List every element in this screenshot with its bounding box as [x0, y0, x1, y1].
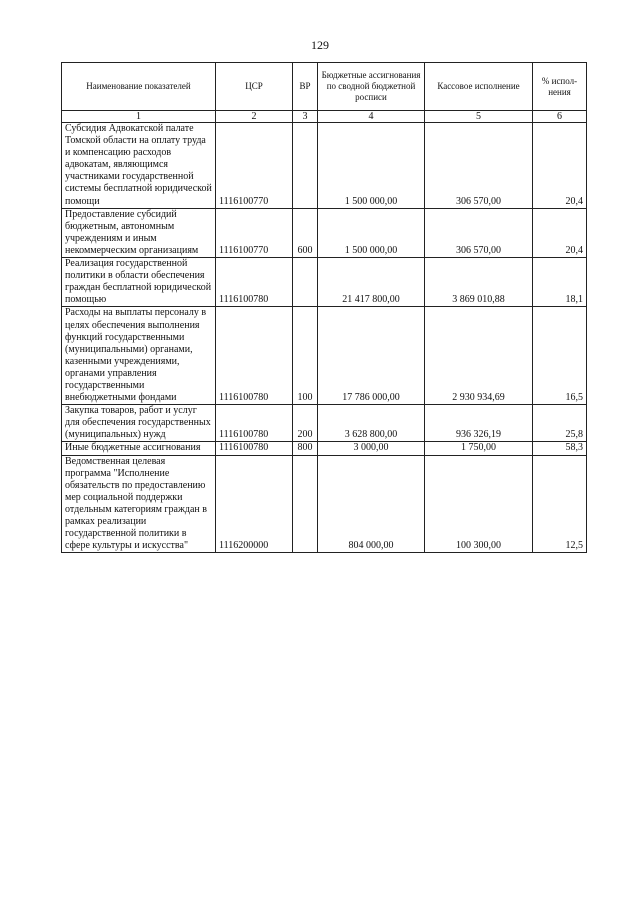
column-numbers-row: [62, 111, 587, 123]
row-csr: 1116200000: [216, 455, 293, 553]
row-vr: [293, 455, 318, 553]
row-percent: 58,3: [533, 442, 587, 455]
budget-execution-table: [61, 62, 587, 553]
row-name: Иные бюджетные ассигнования: [62, 442, 216, 455]
header-vr: ВР: [293, 63, 318, 111]
row-name: Расходы на выплаты персоналу в целях обеспечения выполнения функций государственными (муниципальными) органами, казенными учреждениями, органами управления государственными внебюджетными фондами: [62, 307, 216, 405]
row-percent: 20,4: [533, 208, 587, 257]
table-row: [62, 208, 587, 257]
row-vr: [293, 123, 318, 209]
table-row: [62, 258, 587, 307]
header-percent: % испол-нения: [533, 63, 587, 111]
row-percent: 16,5: [533, 307, 587, 405]
row-vr: 100: [293, 307, 318, 405]
table-row: [62, 123, 587, 209]
row-budget: 21 417 800,00: [318, 258, 425, 307]
row-percent: 12,5: [533, 455, 587, 553]
table-row: [62, 307, 587, 405]
page-number: 129: [311, 38, 329, 52]
row-csr: 1116100770: [216, 208, 293, 257]
column-number: 3: [293, 111, 318, 123]
table-header-row: [62, 63, 587, 111]
row-budget: 17 786 000,00: [318, 307, 425, 405]
table-row: [62, 405, 587, 442]
row-name: Ведомственная целевая программа "Исполнение обязательств по предоставлению мер социальной поддержки отдельным категориям граждан в рамках реализации государственной политики в сфере культуры и искусства": [62, 455, 216, 553]
header-name: Наименование показателей: [62, 63, 216, 111]
row-name: Субсидия Адвокатской палате Томской области на оплату труда и компенсацию расходов адвокатам, являющимся участниками государственной системы бесплатной юридической помощи: [62, 123, 216, 209]
column-number: 6: [533, 111, 587, 123]
row-name: Предоставление субсидий бюджетным, автономным учреждениям и иным некоммерческим организациям: [62, 208, 216, 257]
row-vr: 200: [293, 405, 318, 442]
row-csr: 1116100780: [216, 307, 293, 405]
row-execution: 306 570,00: [425, 123, 533, 209]
row-csr: 1116100780: [216, 442, 293, 455]
row-vr: 800: [293, 442, 318, 455]
table-row: [62, 442, 587, 455]
row-budget: 3 000,00: [318, 442, 425, 455]
header-execution: Кассовое исполнение: [425, 63, 533, 111]
row-name: Реализация государственной политики в области обеспечения граждан бесплатной юридической помощью: [62, 258, 216, 307]
column-number: 2: [216, 111, 293, 123]
table-row: [62, 455, 587, 553]
row-budget: 1 500 000,00: [318, 123, 425, 209]
row-budget: 804 000,00: [318, 455, 425, 553]
row-csr: 1116100780: [216, 405, 293, 442]
row-execution: 100 300,00: [425, 455, 533, 553]
header-csr: ЦСР: [216, 63, 293, 111]
row-percent: 18,1: [533, 258, 587, 307]
row-execution: 1 750,00: [425, 442, 533, 455]
row-percent: 20,4: [533, 123, 587, 209]
row-name: Закупка товаров, работ и услуг для обеспечения государственных (муниципальных) нужд: [62, 405, 216, 442]
column-number: 5: [425, 111, 533, 123]
row-vr: [293, 258, 318, 307]
row-csr: 1116100770: [216, 123, 293, 209]
header-budget: Бюджетные ассигнования по сводной бюджетной росписи: [318, 63, 425, 111]
row-budget: 1 500 000,00: [318, 208, 425, 257]
row-csr: 1116100780: [216, 258, 293, 307]
row-execution: 936 326,19: [425, 405, 533, 442]
row-budget: 3 628 800,00: [318, 405, 425, 442]
row-execution: 306 570,00: [425, 208, 533, 257]
row-execution: 2 930 934,69: [425, 307, 533, 405]
row-percent: 25,8: [533, 405, 587, 442]
column-number: 4: [318, 111, 425, 123]
row-vr: 600: [293, 208, 318, 257]
row-execution: 3 869 010,88: [425, 258, 533, 307]
column-number: 1: [62, 111, 216, 123]
